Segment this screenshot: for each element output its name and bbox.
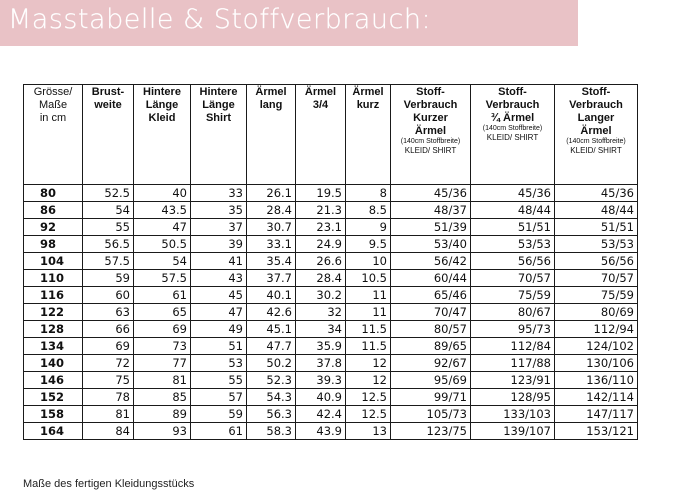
- cell-brustweite: 60: [83, 287, 134, 304]
- table-row: [24, 253, 638, 270]
- cell-hintere-laenge-kleid: 57.5: [134, 270, 191, 287]
- cell-aermel-kurz: 11: [346, 304, 391, 321]
- cell-hintere-laenge-kleid: 77: [134, 355, 191, 372]
- cell-aermel-lang: 33.1: [247, 236, 296, 253]
- cell-size: 134: [24, 338, 83, 355]
- cell-aermel-34: 43.9: [296, 423, 346, 440]
- cell-size: 164: [24, 423, 83, 440]
- cell-stoff-34: 139/107: [471, 423, 555, 440]
- cell-aermel-lang: 30.7: [247, 219, 296, 236]
- cell-size: 104: [24, 253, 83, 270]
- cell-size: 128: [24, 321, 83, 338]
- cell-brustweite: 52.5: [83, 185, 134, 202]
- cell-stoff-34: 117/88: [471, 355, 555, 372]
- cell-hintere-laenge-shirt: 53: [191, 355, 247, 372]
- cell-hintere-laenge-kleid: 47: [134, 219, 191, 236]
- cell-stoff-34: 70/57: [471, 270, 555, 287]
- cell-size: 122: [24, 304, 83, 321]
- cell-aermel-kurz: 11.5: [346, 321, 391, 338]
- cell-brustweite: 66: [83, 321, 134, 338]
- cell-aermel-kurz: 12.5: [346, 406, 391, 423]
- cell-stoff-34: 53/53: [471, 236, 555, 253]
- table-row: [24, 202, 638, 219]
- cell-aermel-34: 26.6: [296, 253, 346, 270]
- cell-stoff-34: 133/103: [471, 406, 555, 423]
- header-stoff-lang: Stoff- Verbrauch Langer Ärmel (140cm Stoffbreite) KLEID/ SHIRT: [555, 85, 638, 185]
- cell-aermel-34: 28.4: [296, 270, 346, 287]
- cell-aermel-kurz: 12.5: [346, 389, 391, 406]
- cell-stoff-lang: 142/114: [555, 389, 638, 406]
- header-aermel-34: Ärmel 3/4: [296, 85, 346, 185]
- cell-stoff-kurz: 48/37: [391, 202, 471, 219]
- table-row: [24, 287, 638, 304]
- cell-aermel-34: 35.9: [296, 338, 346, 355]
- cell-aermel-34: 19.5: [296, 185, 346, 202]
- cell-aermel-kurz: 12: [346, 372, 391, 389]
- cell-aermel-lang: 52.3: [247, 372, 296, 389]
- cell-stoff-kurz: 51/39: [391, 219, 471, 236]
- table-row: [24, 338, 638, 355]
- header-size: Grösse/ Maße in cm: [24, 85, 83, 185]
- header-aermel-kurz: Ärmel kurz: [346, 85, 391, 185]
- cell-stoff-34: 75/59: [471, 287, 555, 304]
- cell-hintere-laenge-shirt: 41: [191, 253, 247, 270]
- cell-size: 110: [24, 270, 83, 287]
- cell-hintere-laenge-shirt: 57: [191, 389, 247, 406]
- table-row: [24, 423, 638, 440]
- cell-stoff-lang: 45/36: [555, 185, 638, 202]
- cell-hintere-laenge-kleid: 50.5: [134, 236, 191, 253]
- cell-aermel-34: 23.1: [296, 219, 346, 236]
- cell-stoff-34: 80/67: [471, 304, 555, 321]
- cell-aermel-lang: 54.3: [247, 389, 296, 406]
- cell-stoff-lang: 53/53: [555, 236, 638, 253]
- table-row: [24, 185, 638, 202]
- cell-brustweite: 57.5: [83, 253, 134, 270]
- cell-stoff-kurz: 105/73: [391, 406, 471, 423]
- cell-hintere-laenge-kleid: 69: [134, 321, 191, 338]
- cell-brustweite: 78: [83, 389, 134, 406]
- cell-aermel-34: 21.3: [296, 202, 346, 219]
- size-table: [23, 84, 638, 440]
- cell-brustweite: 69: [83, 338, 134, 355]
- cell-aermel-lang: 28.4: [247, 202, 296, 219]
- cell-brustweite: 75: [83, 372, 134, 389]
- cell-aermel-kurz: 13: [346, 423, 391, 440]
- cell-hintere-laenge-kleid: 85: [134, 389, 191, 406]
- cell-aermel-34: 30.2: [296, 287, 346, 304]
- page-title: Masstabelle & Stoffverbrauch:: [8, 4, 432, 35]
- cell-hintere-laenge-kleid: 93: [134, 423, 191, 440]
- table-row: [24, 304, 638, 321]
- cell-stoff-lang: 153/121: [555, 423, 638, 440]
- cell-aermel-kurz: 10.5: [346, 270, 391, 287]
- header-aermel-lang: Ärmel lang: [247, 85, 296, 185]
- cell-size: 116: [24, 287, 83, 304]
- cell-brustweite: 84: [83, 423, 134, 440]
- cell-aermel-lang: 42.6: [247, 304, 296, 321]
- header-row: [24, 85, 638, 185]
- cell-aermel-34: 24.9: [296, 236, 346, 253]
- cell-stoff-lang: 136/110: [555, 372, 638, 389]
- cell-stoff-kurz: 60/44: [391, 270, 471, 287]
- cell-size: 86: [24, 202, 83, 219]
- footnote: Maße des fertigen Kleidungsstücks: [23, 478, 195, 490]
- cell-aermel-kurz: 11.5: [346, 338, 391, 355]
- cell-hintere-laenge-kleid: 65: [134, 304, 191, 321]
- cell-stoff-lang: 75/59: [555, 287, 638, 304]
- cell-stoff-34: 123/91: [471, 372, 555, 389]
- cell-stoff-34: 95/73: [471, 321, 555, 338]
- cell-aermel-lang: 26.1: [247, 185, 296, 202]
- cell-hintere-laenge-shirt: 61: [191, 423, 247, 440]
- cell-aermel-34: 39.3: [296, 372, 346, 389]
- cell-aermel-34: 40.9: [296, 389, 346, 406]
- cell-stoff-lang: 56/56: [555, 253, 638, 270]
- cell-hintere-laenge-shirt: 51: [191, 338, 247, 355]
- cell-stoff-34: 45/36: [471, 185, 555, 202]
- cell-brustweite: 59: [83, 270, 134, 287]
- cell-brustweite: 72: [83, 355, 134, 372]
- cell-brustweite: 56.5: [83, 236, 134, 253]
- cell-stoff-kurz: 95/69: [391, 372, 471, 389]
- cell-hintere-laenge-kleid: 54: [134, 253, 191, 270]
- cell-stoff-lang: 80/69: [555, 304, 638, 321]
- cell-hintere-laenge-shirt: 39: [191, 236, 247, 253]
- cell-aermel-lang: 35.4: [247, 253, 296, 270]
- cell-hintere-laenge-shirt: 35: [191, 202, 247, 219]
- cell-hintere-laenge-kleid: 73: [134, 338, 191, 355]
- cell-aermel-kurz: 8.5: [346, 202, 391, 219]
- cell-size: 152: [24, 389, 83, 406]
- header-hintere-laenge-kleid: Hintere Länge Kleid: [134, 85, 191, 185]
- table-row: [24, 236, 638, 253]
- cell-stoff-kurz: 56/42: [391, 253, 471, 270]
- cell-aermel-34: 42.4: [296, 406, 346, 423]
- cell-aermel-lang: 45.1: [247, 321, 296, 338]
- cell-stoff-kurz: 45/36: [391, 185, 471, 202]
- cell-stoff-34: 51/51: [471, 219, 555, 236]
- cell-stoff-34: 112/84: [471, 338, 555, 355]
- cell-aermel-lang: 47.7: [247, 338, 296, 355]
- header-hintere-laenge-shirt: Hintere Länge Shirt: [191, 85, 247, 185]
- cell-size: 98: [24, 236, 83, 253]
- cell-brustweite: 55: [83, 219, 134, 236]
- cell-aermel-kurz: 8: [346, 185, 391, 202]
- cell-size: 158: [24, 406, 83, 423]
- table-row: [24, 219, 638, 236]
- cell-stoff-lang: 130/106: [555, 355, 638, 372]
- table-row: [24, 321, 638, 338]
- cell-aermel-lang: 50.2: [247, 355, 296, 372]
- cell-stoff-lang: 147/117: [555, 406, 638, 423]
- header-brustweite: Brust- weite: [83, 85, 134, 185]
- cell-aermel-34: 37.8: [296, 355, 346, 372]
- cell-aermel-34: 32: [296, 304, 346, 321]
- cell-aermel-34: 34: [296, 321, 346, 338]
- cell-stoff-lang: 48/44: [555, 202, 638, 219]
- cell-aermel-kurz: 12: [346, 355, 391, 372]
- cell-brustweite: 63: [83, 304, 134, 321]
- cell-stoff-kurz: 89/65: [391, 338, 471, 355]
- cell-stoff-kurz: 123/75: [391, 423, 471, 440]
- cell-aermel-kurz: 10: [346, 253, 391, 270]
- cell-hintere-laenge-shirt: 45: [191, 287, 247, 304]
- cell-hintere-laenge-shirt: 43: [191, 270, 247, 287]
- cell-stoff-kurz: 70/47: [391, 304, 471, 321]
- cell-stoff-kurz: 99/71: [391, 389, 471, 406]
- table-row: [24, 372, 638, 389]
- cell-stoff-34: 128/95: [471, 389, 555, 406]
- cell-aermel-lang: 56.3: [247, 406, 296, 423]
- cell-hintere-laenge-kleid: 89: [134, 406, 191, 423]
- cell-brustweite: 54: [83, 202, 134, 219]
- cell-hintere-laenge-shirt: 47: [191, 304, 247, 321]
- cell-stoff-lang: 70/57: [555, 270, 638, 287]
- cell-hintere-laenge-shirt: 59: [191, 406, 247, 423]
- cell-stoff-kurz: 65/46: [391, 287, 471, 304]
- table-row: [24, 389, 638, 406]
- cell-stoff-kurz: 92/67: [391, 355, 471, 372]
- header-stoff-kurz: Stoff- Verbrauch Kurzer Ärmel (140cm Stoffbreite) KLEID/ SHIRT: [391, 85, 471, 185]
- cell-stoff-34: 56/56: [471, 253, 555, 270]
- cell-aermel-lang: 58.3: [247, 423, 296, 440]
- cell-brustweite: 81: [83, 406, 134, 423]
- cell-hintere-laenge-kleid: 43.5: [134, 202, 191, 219]
- cell-aermel-kurz: 9.5: [346, 236, 391, 253]
- table-row: [24, 270, 638, 287]
- cell-aermel-kurz: 11: [346, 287, 391, 304]
- cell-size: 140: [24, 355, 83, 372]
- title-banner: [0, 0, 578, 46]
- table-body: [24, 185, 638, 440]
- cell-size: 146: [24, 372, 83, 389]
- header-stoff-34: Stoff- Verbrauch ¾ Ärmel (140cm Stoffbreite) KLEID/ SHIRT: [471, 85, 555, 185]
- cell-stoff-lang: 112/94: [555, 321, 638, 338]
- cell-size: 80: [24, 185, 83, 202]
- cell-stoff-lang: 124/102: [555, 338, 638, 355]
- cell-stoff-kurz: 80/57: [391, 321, 471, 338]
- cell-hintere-laenge-shirt: 33: [191, 185, 247, 202]
- table-row: [24, 355, 638, 372]
- cell-hintere-laenge-shirt: 55: [191, 372, 247, 389]
- cell-stoff-kurz: 53/40: [391, 236, 471, 253]
- cell-hintere-laenge-kleid: 81: [134, 372, 191, 389]
- cell-hintere-laenge-kleid: 61: [134, 287, 191, 304]
- cell-hintere-laenge-shirt: 37: [191, 219, 247, 236]
- table-row: [24, 406, 638, 423]
- cell-aermel-lang: 37.7: [247, 270, 296, 287]
- cell-stoff-34: 48/44: [471, 202, 555, 219]
- cell-stoff-lang: 51/51: [555, 219, 638, 236]
- cell-size: 92: [24, 219, 83, 236]
- cell-aermel-lang: 40.1: [247, 287, 296, 304]
- cell-aermel-kurz: 9: [346, 219, 391, 236]
- cell-hintere-laenge-shirt: 49: [191, 321, 247, 338]
- cell-hintere-laenge-kleid: 40: [134, 185, 191, 202]
